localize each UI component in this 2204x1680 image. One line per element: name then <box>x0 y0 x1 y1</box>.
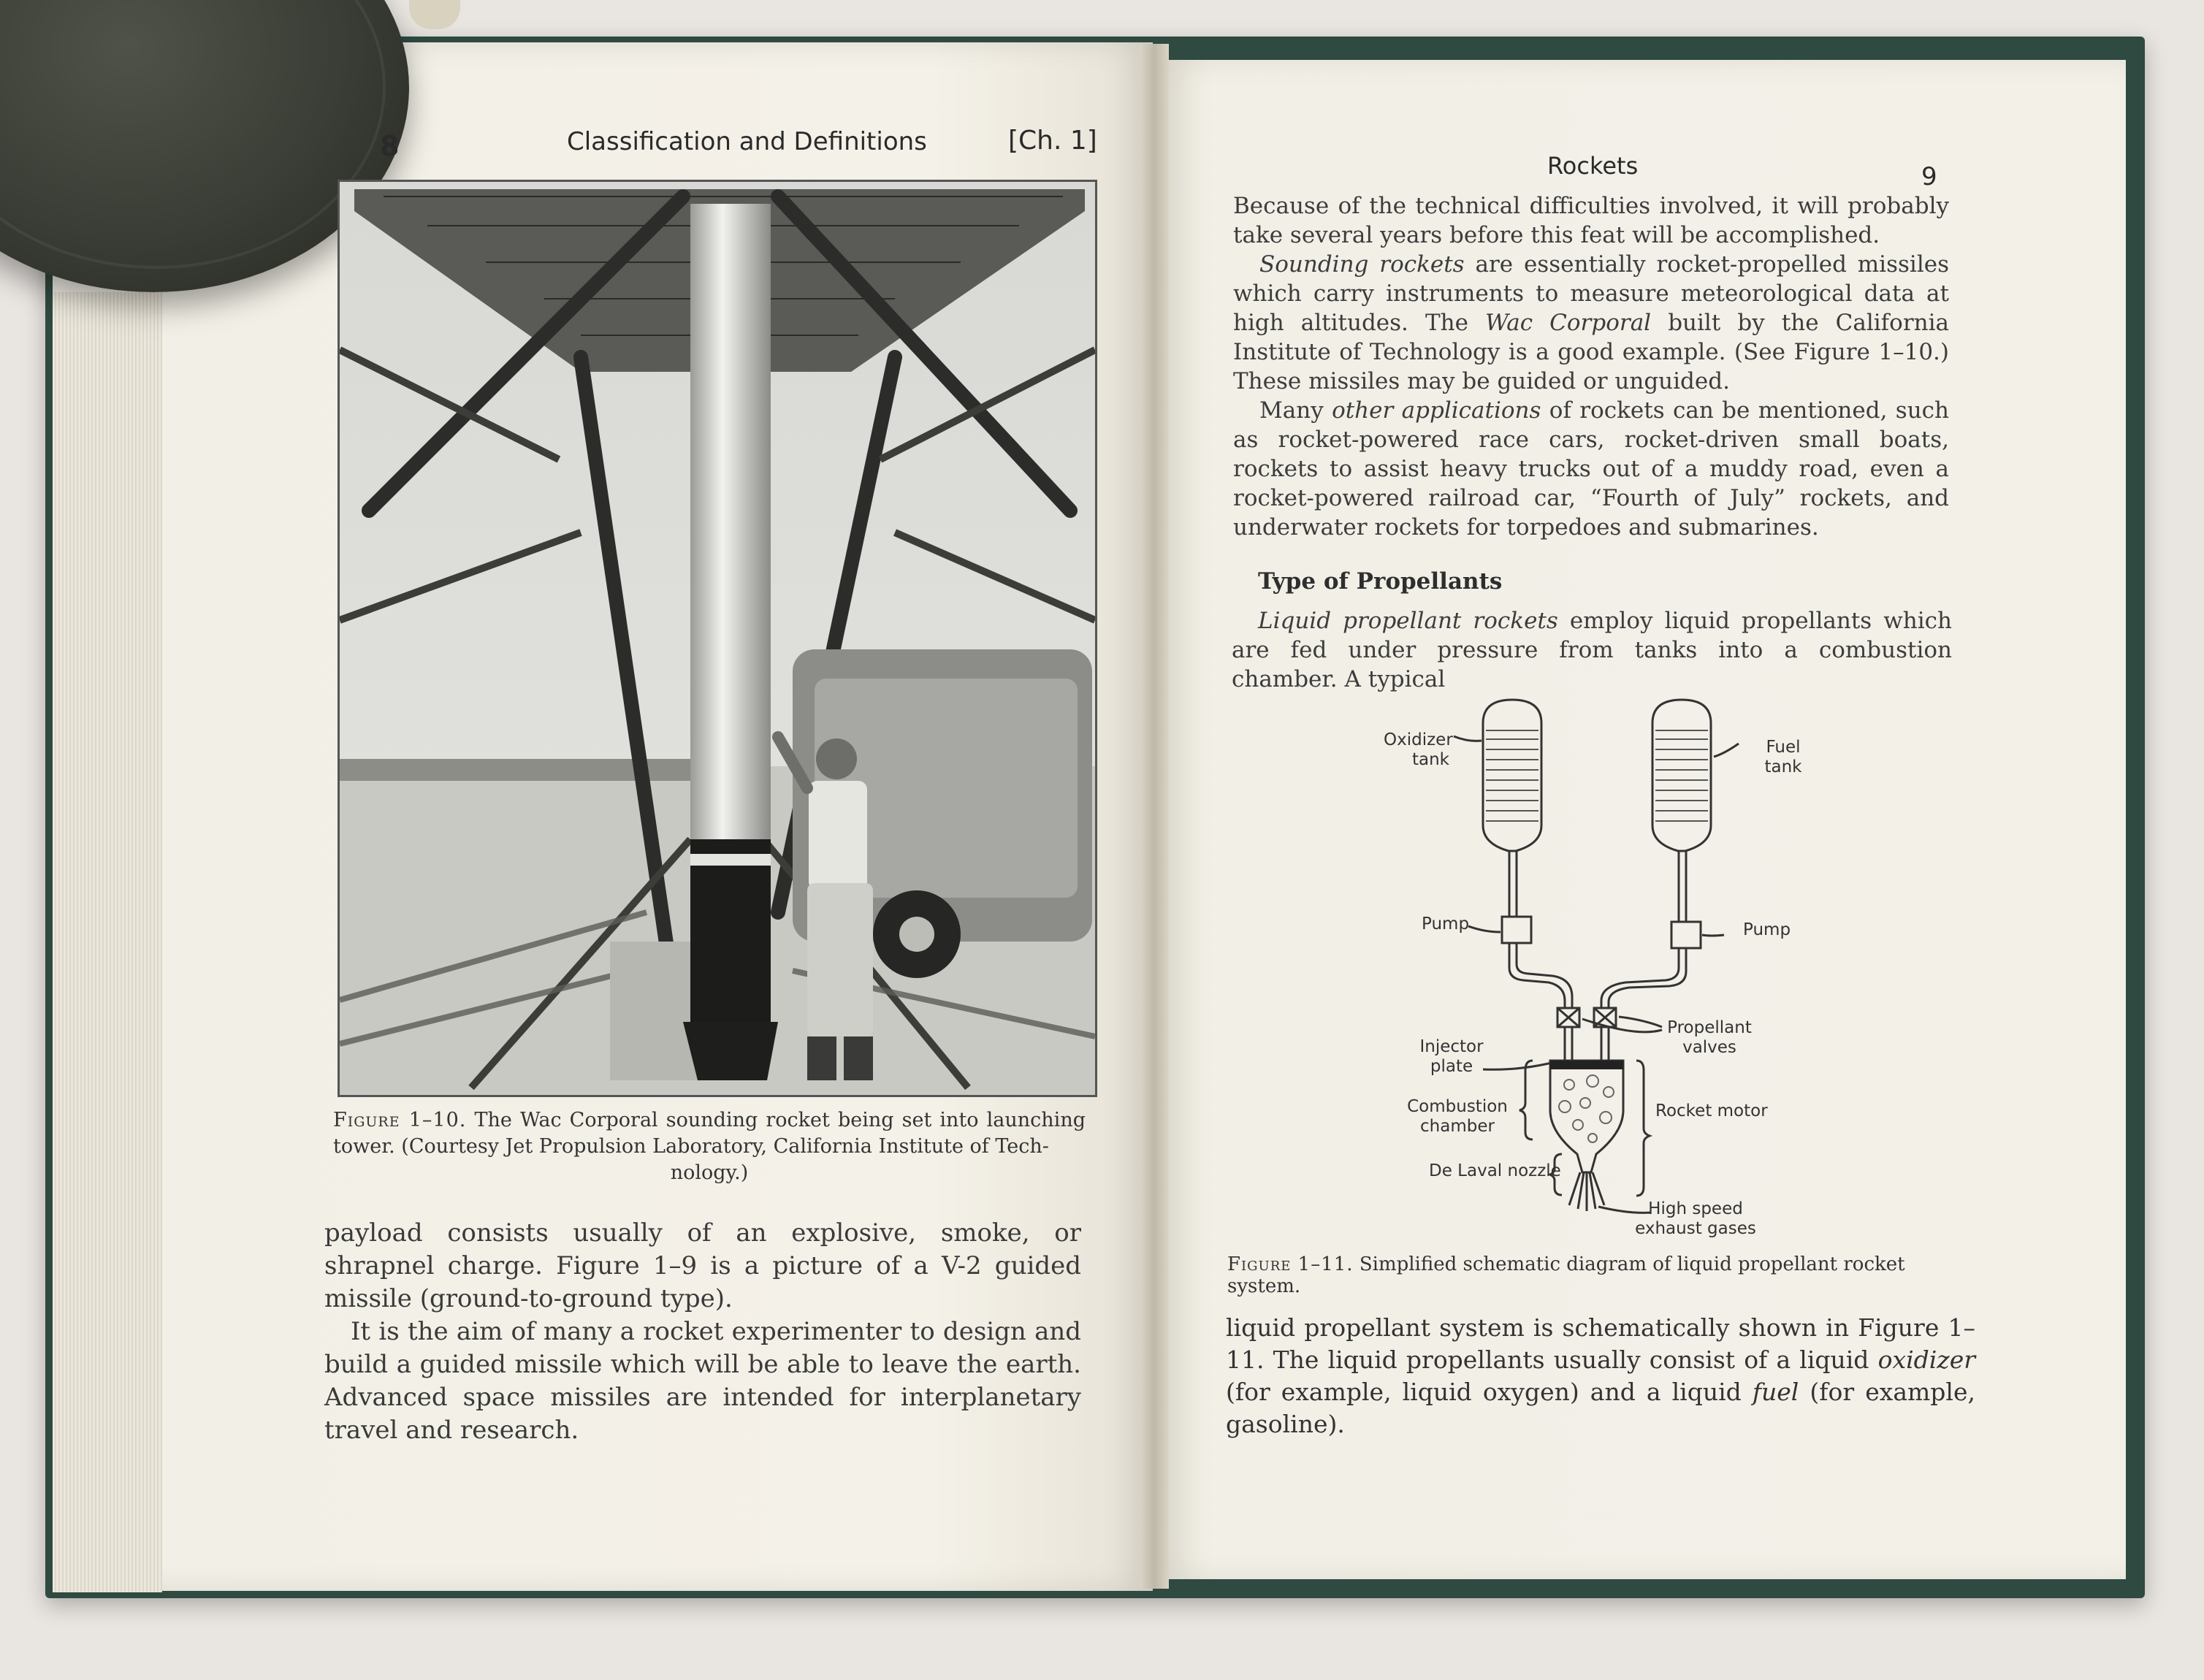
oxidizer-tank-label-line1: Oxidizer <box>1384 730 1453 749</box>
right-paragraph-5-a: liquid propellant system is schematically shown in Figure 1–11. The liquid propellants usually consist of a liquid <box>1226 1313 1975 1374</box>
exhaust-gases-label-line1: High speed <box>1648 1199 1743 1218</box>
liquid-propellant-term: Liquid propellant rockets <box>1258 608 1558 634</box>
figure-1-10-text-tail: nology.) <box>670 1161 749 1184</box>
section-heading: Type of Propellants <box>1258 568 1503 595</box>
left-running-title: Classification and Definitions <box>567 127 927 156</box>
fuel-term: fuel <box>1752 1378 1799 1406</box>
right-paragraph-2-b: built by the California Institute of Technology is a good example. (See Figure 1–10.) These missiles may be guided or unguided. <box>1233 310 1950 394</box>
fuel-tank-label <box>1758 738 1809 777</box>
right-paragraph-5-b: (for example, liquid oxygen) and a liquid <box>1226 1378 1753 1406</box>
fuel-tank-label-line1: Fuel <box>1766 738 1801 757</box>
exhaust-gases-label <box>1633 1199 1758 1239</box>
right-paragraph-4 <box>1232 606 1952 694</box>
right-paragraph-5-c: (for example, gasoline). <box>1226 1378 1975 1438</box>
oxidizer-term: oxidizer <box>1877 1345 1975 1374</box>
oxidizer-tank-label <box>1384 730 1453 770</box>
rocket-tower-photo <box>338 180 1097 1097</box>
combustion-chamber-label <box>1403 1097 1512 1137</box>
injector-plate-label-line1: Injector <box>1419 1037 1484 1056</box>
figure-1-11-label: Figure 1–11. <box>1227 1253 1354 1275</box>
book-gutter <box>1140 44 1169 1589</box>
propellant-valves-label-line1: Propellant <box>1667 1018 1752 1037</box>
chapter-marker: [Ch. 1] <box>1008 126 1097 156</box>
left-paragraph-2: It is the aim of many a rocket experimenter to design and build a guided missile which will be able to leave the earth. Advanced space missiles are intended for interplanetary travel and research. <box>324 1317 1081 1445</box>
figure-1-10-label: Figure 1–10. <box>333 1109 467 1131</box>
page-edges <box>53 292 162 1592</box>
rocket-motor-label: Rocket motor <box>1655 1101 1768 1120</box>
fuel-tank-label-line2: tank <box>1764 757 1802 776</box>
right-paragraph-1: Because of the technical difficulties involved, it will probably take several years before this feat will be accomplished. <box>1233 193 1949 248</box>
right-paragraph-2 <box>1233 250 1949 396</box>
propellant-valves-label <box>1666 1018 1753 1058</box>
right-page-number: 9 <box>1921 162 1937 191</box>
other-applications-term: other applications <box>1332 397 1541 424</box>
de-laval-nozzle-label: De Laval nozzle <box>1429 1161 1561 1180</box>
left-page-number: 8 <box>380 130 400 162</box>
right-paragraph-2-a: are essentially rocket-propelled missiles which carry instruments to measure meteorological data at high altitudes. The <box>1233 251 1949 336</box>
right-running-title: Rockets <box>1547 152 1639 180</box>
oxidizer-tank-label-line2: tank <box>1411 750 1449 769</box>
wac-corporal-term: Wac Corporal <box>1485 310 1652 336</box>
right-paragraph-5-text <box>1226 1312 1975 1440</box>
propellant-valves-label-line2: valves <box>1682 1038 1736 1057</box>
injector-plate-label-line2: plate <box>1430 1057 1473 1076</box>
left-paragraph-1: payload consists usually of an explosive, smoke, or shrapnel charge. Figure 1–9 is a picture of a V-2 guided missile (ground-to-ground type). <box>324 1218 1081 1313</box>
left-body-text <box>324 1217 1081 1447</box>
liquid-propellant-schematic <box>1373 687 1812 1256</box>
left-pump-label: Pump <box>1422 915 1470 933</box>
right-paragraph-3 <box>1233 396 1949 542</box>
right-body-text-top <box>1233 191 1949 542</box>
figure-1-10-caption <box>333 1107 1086 1186</box>
combustion-chamber-label-line2: chamber <box>1420 1117 1495 1136</box>
right-paragraph-5 <box>1226 1312 1975 1440</box>
figure-1-11-caption <box>1227 1253 1972 1297</box>
sounding-rockets-term: Sounding rockets <box>1259 251 1465 278</box>
injector-plate-label <box>1411 1037 1492 1077</box>
string-tag <box>409 0 460 29</box>
figure-1-10-text: The Wac Corporal sounding rocket being set into launching tower. (Courtesy Jet Propulsion Laboratory, California Institute of Tech- <box>333 1109 1086 1158</box>
figure-1-11-text: Simplified schematic diagram of liquid propellant rocket system. <box>1227 1253 1905 1297</box>
right-paragraph-4-b: employ liquid propellants which are fed under pressure from tanks into a combustion chamber. A typical <box>1232 608 1952 692</box>
exhaust-gases-label-line2: exhaust gases <box>1635 1219 1756 1238</box>
right-paragraph-3-b: of rockets can be mentioned, such as rocket-powered race cars, rocket-driven small boats, rockets to assist heavy trucks out of a muddy road, even a rocket-powered railroad car, “Fourth of July” rockets, and underwater rockets for torpedoes and submarines. <box>1233 397 1950 541</box>
right-paragraph-3-a: Many <box>1259 397 1332 424</box>
combustion-chamber-label-line1: Combustion <box>1407 1097 1508 1116</box>
right-pump-label: Pump <box>1743 920 1791 939</box>
